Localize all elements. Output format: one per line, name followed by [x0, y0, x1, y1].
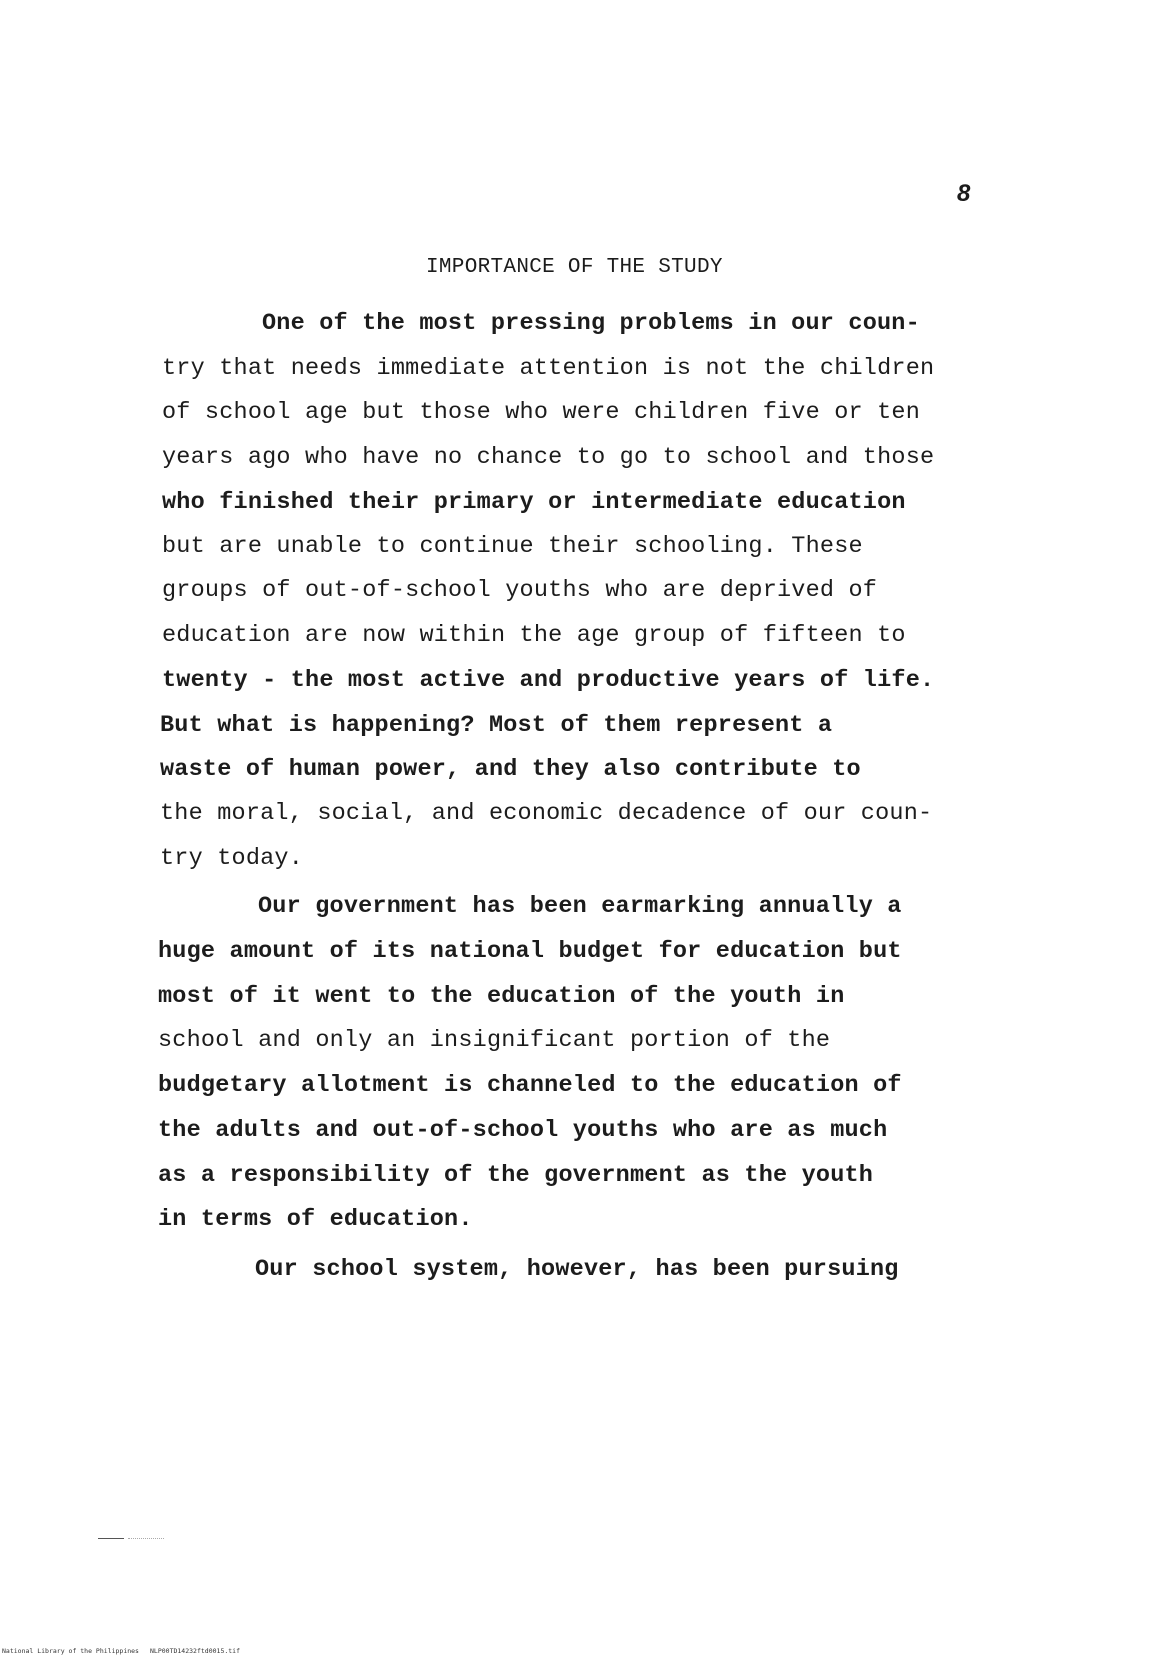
margin-mark: [98, 1538, 124, 1539]
paragraph-2-line-4: school and only an insignificant portion of the: [158, 1027, 831, 1054]
paragraph-1-line-8: education are now within the age group of fifteen to: [162, 622, 906, 649]
section-heading: IMPORTANCE OF THE STUDY: [426, 256, 723, 279]
paragraph-1-line-13: try today.: [160, 845, 304, 872]
margin-dots: [128, 1538, 164, 1539]
footer-library-credit: National Library of the Philippines: [2, 1647, 139, 1655]
paragraph-2-line-1: Our government has been earmarking annually a: [258, 893, 902, 920]
paragraph-1-line-11: waste of human power, and they also contribute to: [160, 756, 861, 783]
paragraph-2-line-6: the adults and out-of-school youths who are as much: [158, 1117, 888, 1144]
paragraph-2-line-8: in terms of education.: [158, 1206, 473, 1233]
paragraph-1-line-3: of school age but those who were children five or ten: [162, 399, 921, 426]
paragraph-1-line-12: the moral, social, and economic decadence of our coun-: [160, 800, 933, 827]
footer-file-name: NLP00TD14232ftd0015.tif: [150, 1647, 241, 1655]
paragraph-1-line-9: twenty - the most active and productive years of life.: [162, 667, 935, 694]
paragraph-1-line-5: who finished their primary or intermediate education: [162, 489, 906, 516]
paragraph-2-line-2: huge amount of its national budget for education but: [158, 938, 902, 965]
paragraph-1-line-1: One of the most pressing problems in our coun-: [262, 310, 920, 337]
paragraph-1-line-10: But what is happening? Most of them represent a: [160, 712, 833, 739]
paragraph-2-line-7: as a responsibility of the government as the youth: [158, 1162, 874, 1189]
paragraph-2-line-3: most of it went to the education of the youth in: [158, 983, 845, 1010]
paragraph-2-line-5: budgetary allotment is channeled to the education of: [158, 1072, 902, 1099]
paragraph-1-line-2: try that needs immediate attention is not the children: [162, 355, 935, 382]
paragraph-1-line-7: groups of out-of-school youths who are deprived of: [162, 577, 878, 604]
page-number: 8: [957, 180, 971, 207]
paragraph-1-line-4: years ago who have no chance to go to school and those: [162, 444, 935, 471]
paragraph-3-line-1: Our school system, however, has been pursuing: [255, 1256, 899, 1283]
paragraph-1-line-6: but are unable to continue their schooling. These: [162, 533, 863, 560]
